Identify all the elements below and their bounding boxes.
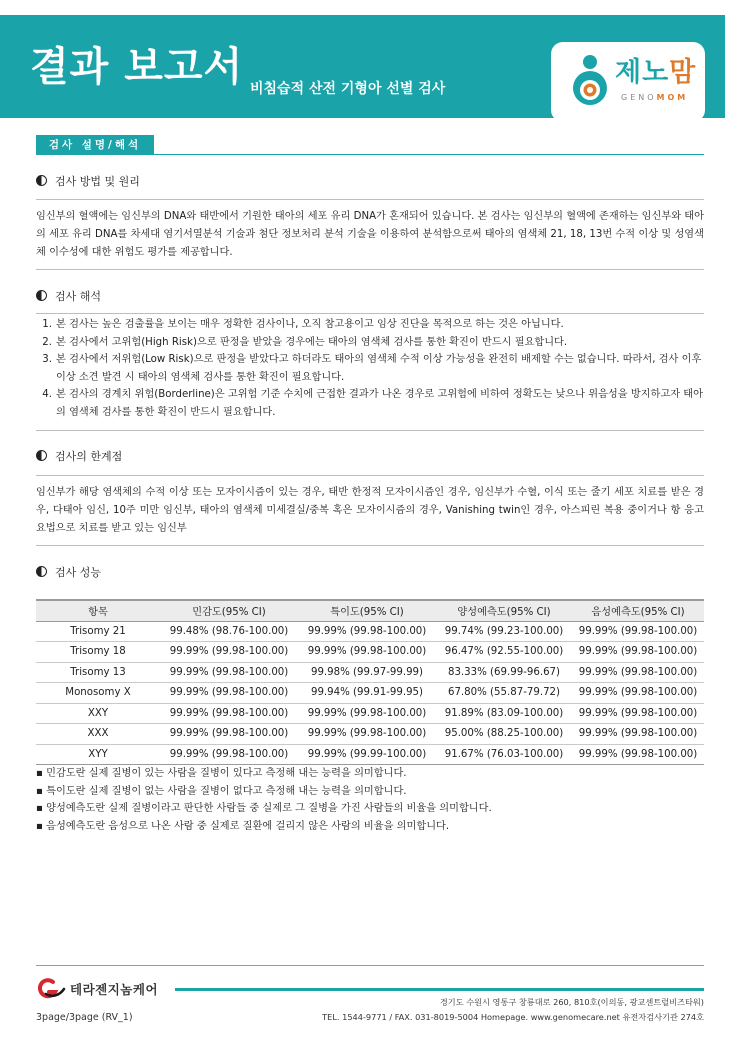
table-cell: Trisomy 18 xyxy=(36,642,160,663)
table-cell: 99.74% (99.23-100.00) xyxy=(436,621,572,642)
table-cell: 99.99% (99.98-100.00) xyxy=(572,662,704,683)
section-tab: 검사 설명/해석 xyxy=(36,135,154,155)
footer-accent-bar xyxy=(175,988,704,991)
table-row xyxy=(36,744,704,765)
performance-notes xyxy=(36,765,704,835)
table-cell: 99.98% (99.97-99.99) xyxy=(298,662,436,683)
table-row xyxy=(36,642,704,663)
genomom-mark-icon xyxy=(563,54,617,112)
table-cell: 99.99% (99.98-100.00) xyxy=(298,724,436,745)
page-number: 3page/3page (RV_1) xyxy=(36,1012,133,1023)
report-subtitle: 비침습적 산전 기형아 선별 검사 xyxy=(250,81,446,97)
table-row xyxy=(36,724,704,745)
divider xyxy=(36,475,704,476)
logo-wordmark: 제노맘 xyxy=(615,57,697,88)
table-cell: Trisomy 13 xyxy=(36,662,160,683)
table-cell: 99.99% (99.98-100.00) xyxy=(160,724,298,745)
half-circle-bullet-icon xyxy=(36,290,47,301)
genomom-logo xyxy=(551,42,705,122)
table-cell: 99.99% (99.98-100.00) xyxy=(572,703,704,724)
performance-heading: 검사 성능 xyxy=(36,566,101,580)
table-row xyxy=(36,662,704,683)
table-cell: 99.48% (98.76-100.00) xyxy=(160,621,298,642)
note-item: ▪ 특이도란 실제 질병이 없는 사람을 질병이 없다고 측정해 내는 능력을 의미합니다. xyxy=(36,785,407,797)
performance-table xyxy=(36,599,704,765)
table-cell: 99.99% (99.98-100.00) xyxy=(572,683,704,704)
divider xyxy=(36,199,704,200)
table-cell: 99.99% (99.98-100.00) xyxy=(572,724,704,745)
column-header: 특이도(95% CI) xyxy=(298,600,436,621)
divider xyxy=(36,313,704,314)
company-address: 경기도 수원시 영통구 창룡대로 260, 810호(이의동, 광교센트럴비즈타워) xyxy=(439,997,704,1007)
table-cell: Trisomy 21 xyxy=(36,621,160,642)
company-contact: TEL. 1544-9771 / FAX. 031-8019-5004 Homepage. www.genomecare.net 유전자검사기관 274호 xyxy=(322,1012,704,1022)
table-cell: 99.94% (99.91-99.95) xyxy=(298,683,436,704)
report-title: 결과 보고서 xyxy=(30,44,244,90)
list-item: 1. 본 검사는 높은 검출률을 보이는 매우 정확한 검사이나, 오직 참고용이고 임상 진단을 목적으로 하는 것은 아닙니다. xyxy=(42,319,564,330)
theragen-g-icon xyxy=(36,978,66,1000)
report-header xyxy=(0,15,725,118)
company-name: 테라젠지놈케어 xyxy=(70,982,159,997)
list-item: 3. 본 검사에서 저위험(Low Risk)으로 판정을 받았다고 하더라도 태아의 염색체 수적 이상 가능성을 완전히 배제할 수는 없습니다. 따라서, 검사 이후 이상 소견 발견 시 태아의 염색체 검사를 통한 확진이 필요합니다. xyxy=(42,354,702,383)
table-cell: 83.33% (69.99-96.67) xyxy=(436,662,572,683)
table-cell: 99.99% (99.98-100.00) xyxy=(298,621,436,642)
footer-divider xyxy=(36,965,704,966)
table-cell: 99.99% (99.98-100.00) xyxy=(160,683,298,704)
table-cell: 67.80% (55.87-79.72) xyxy=(436,683,572,704)
note-item: ▪ 민감도란 실제 질병이 있는 사람을 질병이 있다고 측정해 내는 능력을 의미합니다. xyxy=(36,768,407,779)
table-row xyxy=(36,683,704,704)
divider xyxy=(36,430,704,431)
divider xyxy=(36,269,704,270)
table-cell: 99.99% (99.98-100.00) xyxy=(572,744,704,765)
column-header: 양성예측도(95% CI) xyxy=(436,600,572,621)
half-circle-bullet-icon xyxy=(36,175,47,186)
table-header-row xyxy=(36,600,704,621)
method-heading: 검사 방법 및 원리 xyxy=(36,175,140,189)
table-cell: 99.99% (99.98-100.00) xyxy=(160,642,298,663)
table-cell: XXX xyxy=(36,724,160,745)
table-cell: 99.99% (99.98-100.00) xyxy=(160,662,298,683)
divider xyxy=(36,545,704,546)
table-cell: 96.47% (92.55-100.00) xyxy=(436,642,572,663)
section-tab-bar xyxy=(36,135,704,155)
method-body: 임신부의 혈액에는 임신부의 DNA와 태반에서 기원한 태아의 세포 유리 DNA가 혼재되어 있습니다. 본 검사는 임신부의 혈액에 존재하는 임신부와 태아의 세포 유리 DNA를 차세대 염기서열분석 기술과 첨단 정보처리 분석 기술을 이용하여 분석함으로써 태아의 염색체 21, 18, 13번 수적 이상 및 성염색체 이수성에 대한 위험도 평가를 제공합니다. xyxy=(36,211,704,258)
column-header: 민감도(95% CI) xyxy=(160,600,298,621)
half-circle-bullet-icon xyxy=(36,450,47,461)
table-cell: 99.99% (99.98-100.00) xyxy=(298,703,436,724)
table-cell: 91.67% (76.03-100.00) xyxy=(436,744,572,765)
table-cell: 99.99% (99.99-100.00) xyxy=(298,744,436,765)
column-header: 음성예측도(95% CI) xyxy=(572,600,704,621)
table-cell: 99.99% (99.98-100.00) xyxy=(572,642,704,663)
limitations-body: 임신부가 해당 염색체의 수적 이상 또는 모자이시즘이 있는 경우, 태반 한정적 모자이시즘인 경우, 임신부가 수혈, 이식 또는 줄기 세포 치료를 받은 경우, 다태아 임신, 10주 미만 임신부, 태아의 염색체 미세결실/중복 혹은 모자이시즘의 경우, Vanishing twin인 경우, 아스피린 복용 중이거나 항 응고 요법으로 치료를 받고 있는 임신부 xyxy=(36,487,704,534)
table-cell: 95.00% (88.25-100.00) xyxy=(436,724,572,745)
table-cell: 91.89% (83.09-100.00) xyxy=(436,703,572,724)
table-cell: 99.99% (99.98-100.00) xyxy=(160,744,298,765)
logo-small-text: GENOMOM xyxy=(621,93,689,102)
list-item: 2. 본 검사에서 고위험(High Risk)으로 판정을 받았을 경우에는 태아의 염색체 검사를 통한 확진이 반드시 필요합니다. xyxy=(42,336,568,348)
note-item: ▪ 양성예측도란 실제 질병이라고 판단한 사람들 중 실제로 그 질병을 가진 사람들의 비율을 의미합니다. xyxy=(36,803,492,814)
table-cell: 99.99% (99.98-100.00) xyxy=(160,703,298,724)
table-row xyxy=(36,703,704,724)
table-cell: 99.99% (99.98-100.00) xyxy=(298,642,436,663)
table-row xyxy=(36,621,704,642)
table-cell: XXY xyxy=(36,703,160,724)
half-circle-bullet-icon xyxy=(36,566,47,577)
interpretation-heading: 검사 해석 xyxy=(36,290,101,304)
table-cell: 99.99% (99.98-100.00) xyxy=(572,621,704,642)
column-header: 항목 xyxy=(36,600,160,621)
table-cell: XYY xyxy=(36,744,160,765)
list-item: 4. 본 검사의 경계치 위험(Borderline)은 고위험 기준 수치에 근접한 결과가 나온 경우로 고위험에 비하여 정확도는 낮으나 위음성을 방지하고자 태아의 염색체 검사를 통한 확진이 반드시 필요합니다. xyxy=(42,389,703,418)
note-item: ▪ 음성예측도란 음성으로 나온 사람 중 실제로 질환에 걸리지 않은 사람의 비율을 의미합니다. xyxy=(36,820,450,832)
theragen-logo xyxy=(36,977,158,1001)
interpretation-list xyxy=(36,316,704,421)
table-cell: Monosomy X xyxy=(36,683,160,704)
limitations-heading: 검사의 한계점 xyxy=(36,450,122,464)
